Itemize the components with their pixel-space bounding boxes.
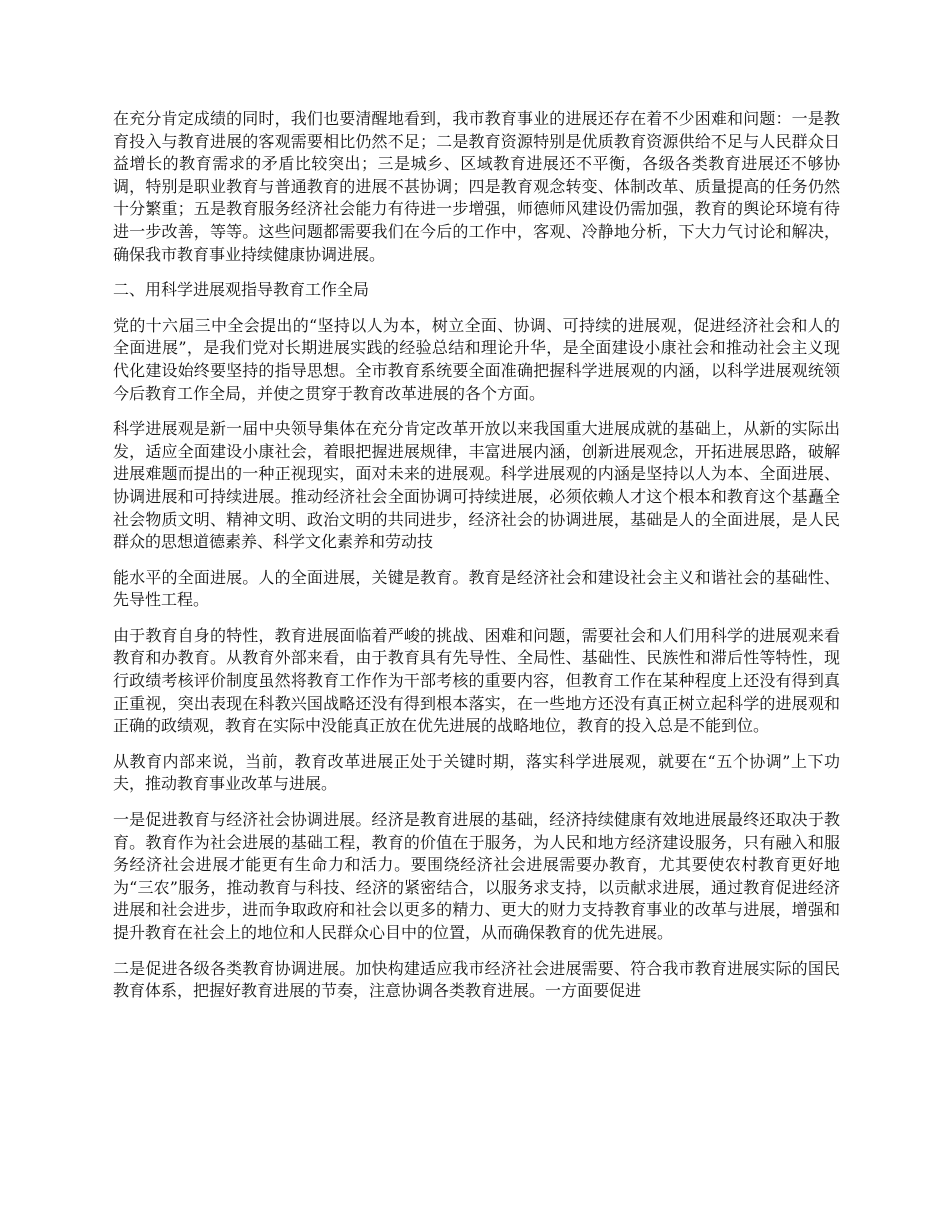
paragraph-internal-reform: 从教育内部来说，当前，教育改革进展正处于关键时期，落实科学进展观，就要在“五个协调”上下功夫，推动教育事业改革与进展。 <box>113 751 840 794</box>
paragraph-point-two: 二是促进各级各类教育协调进展。加快构建适应我市经济社会进展需要、符合我市教育进展实际的国民教育体系，把握好教育进展的节奏，注意协调各类教育进展。一方面要促进 <box>113 958 840 1001</box>
paragraph-party-congress: 党的十六届三中全会提出的“坚持以人为本，树立全面、协调、可持续的进展观，促进经济社会和人的全面进展”，是我们党对长期进展实践的经验总结和理论升华，是全面建设小康社会和推动社会主义现代化建设始终要坚持的指导思想。全市教育系统要全面准确把握科学进展观的内涵，以科学进展观统领今后教育工作全局，并使之贯穿于教育改革进展的各个方面。 <box>113 315 840 403</box>
paragraph-scientific-outlook: 科学进展观是新一届中央领导集体在充分肯定改革开放以来我国重大进展成就的基础上，从新的实际出发，适应全面建设小康社会，着眼把握进展规律，丰富进展内涵，创新进展观念，开拓进展思路，破解进展难题而提出的一种正视现实，面对未来的进展观。科学进展观的内涵是坚持以人为本、全面进展、协调进展和可持续进展。推动经济社会全面协调可持续进展，必须依赖人才这个根本和教育这个基矗全社会物质文明、精神文明、政治文明的共同进步，经济社会的协调进展，基础是人的全面进展，是人民群众的思想道德素养、科学文化素养和劳动技 <box>113 419 840 552</box>
paragraph-external-challenges: 由于教育自身的特性，教育进展面临着严峻的挑战、困难和问题，需要社会和人们用科学的进展观来看教育和办教育。从教育外部来看，由于教育具有先导性、全局性、基础性、民族性和滞后性等特性，现行政绩考核评价制度虽然将教育工作作为干部考核的重要内容，但教育工作在某种程度上还没有得到真正重视，突出表现在科教兴国战略还没有得到根本落实，在一些地方还没有真正树立起科学的进展观和正确的政绩观，教育在实际中没能真正放在优先进展的战略地位，教育的投入总是不能到位。 <box>113 625 840 736</box>
paragraph-difficulties: 在充分肯定成绩的同时，我们也要清醒地看到，我市教育事业的进展还存在着不少困难和问题：一是教育投入与教育进展的客观需要相比仍然不足；二是教育资源特别是优质教育资源供给不足与人民群众日益增长的教育需求的矛盾比较突出；三是城乡、区域教育进展还不平衡，各级各类教育进展还不够协调，特别是职业教育与普通教育的进展不甚协调；四是教育观念转变、体制改革、质量提高的任务仍然十分繁重；五是教育服务经济社会能力有待进一步增强，师德师风建设仍需加强，教育的舆论环境有待进一步改善，等等。这些问题都需要我们在今后的工作中，客观、冷静地分析，下大力气讨论和解决，确保我市教育事业持续健康协调进展。 <box>113 109 840 264</box>
section-heading-2: 二、用科学进展观指导教育工作全局 <box>113 280 370 300</box>
document-body <box>113 108 840 1016</box>
paragraph-continuation: 能水平的全面进展。人的全面进展，关键是教育。教育是经济社会和建设社会主义和谐社会的基础性、先导性工程。 <box>113 567 840 610</box>
paragraph-point-one: 一是促进教育与经济社会协调进展。经济是教育进展的基础，经济持续健康有效地进展最终还取决于教育。教育作为社会进展的基础工程，教育的价值在于服务，为人民和地方经济建设服务，只有融入和服务经济社会进展才能更有生命力和活力。要围绕经济社会进展需要办教育，尤其要使农村教育更好地为“三农”服务，推动教育与科技、经济的紧密结合，以服务求支持，以贡献求进展，通过教育促进经济进展和社会进步，进而争取政府和社会以更多的精力、更大的财力支持教育事业的改革与进展，增强和提升教育在社会上的地位和人民群众心目中的位置，从而确保教育的优先进展。 <box>113 810 840 942</box>
